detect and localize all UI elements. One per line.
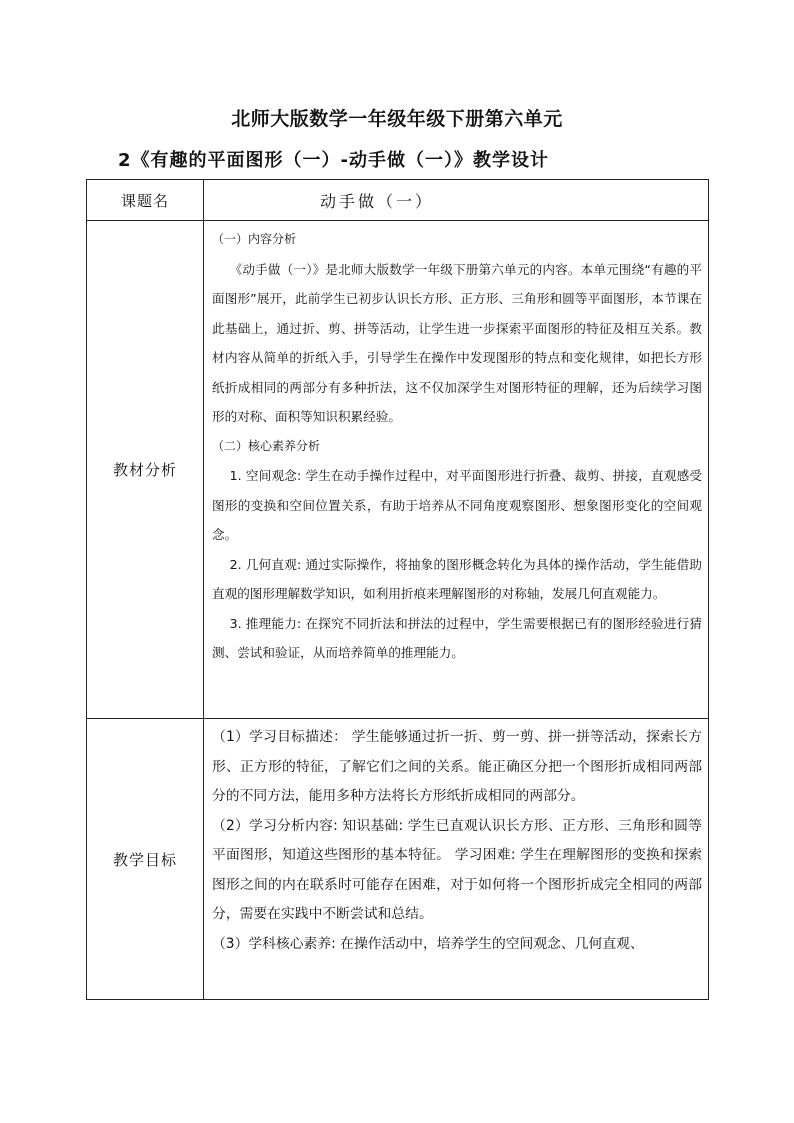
analysis-label: 教材分析 [87,221,204,719]
content-analysis-heading: （一）内容分析 [212,232,297,246]
analysis-cell [204,221,709,719]
topic-row [87,180,709,221]
core-literacy-paragraph: （3）学科核心素养: 在操作活动中，培养学生的空间观念、几何直观、 [212,935,644,952]
document-subtitle: 2《有趣的平面图形（一）-动手做（一）》教学设计 [118,150,549,171]
learning-analysis-paragraph: （2）学习分析内容: 知识基础: 学生已直观认识长方形、正方形、三角形和圆等平面图形，知道这些图形的基本特征。 学习困难: 学生在理解图形的变换和探索图形之间的内在联系时可能存在困难，对于如何将一个图形折成完全相同的两部分，需要在实践中不断尝试和总结。 [212,817,702,922]
reasoning-ability-paragraph: 3. 推理能力: 在探究不同折法和拼法的过程中，学生需要根据已有的图形经验进行猜测、尝试和验证，从而培养简单的推理能力。 [212,615,702,660]
document-title: 北师大版数学一年级年级下册第六单元 [231,108,563,130]
lesson-design-table [86,179,709,1000]
spatial-concept-paragraph: 1. 空间观念: 学生在动手操作过程中，对平面图形进行折叠、裁剪、拼接，直观感受图形的变换和空间位置关系，有助于培养从不同角度观察图形、想象图形变化的空间观念。 [212,468,702,542]
goals-cell [204,719,709,1000]
content-analysis-paragraph: 《动手做（一）》是北师大版数学一年级下册第六单元的内容。本单元围绕“有趣的平面图形”展开，此前学生已初步认识长方形、正方形、三角形和圆等平面图形，本节课在此基础上，通过折、剪、拼等活动，让学生进一步探索平面图形的特征及相互关系。教材内容从简单的折纸入手，引导学生在操作中发现图形的特点和变化规律，如把长方形纸折成相同的两部分有多种折法，这不仅加深学生对图形特征的理解，还为后续学习图形的对称、面积等知识积累经验。 [212,261,702,424]
topic-value: 动手做（一） [204,180,709,221]
goals-label: 教学目标 [87,719,204,1000]
geometric-intuition-paragraph: 2. 几何直观: 通过实际操作，将抽象的图形概念转化为具体的操作活动，学生能借助直观的图形理解数学知识，如利用折痕来理解图形的对称轴，发展几何直观能力。 [212,556,702,601]
goals-row [87,719,709,1000]
analysis-row [87,221,709,719]
core-literacy-heading: （二）核心素养分析 [212,438,321,453]
topic-label: 课题名 [87,180,204,221]
learning-goal-paragraph: （1）学习目标描述： 学生能够通过折一折、剪一剪、拼一拼等活动，探索长方形、正方形的特征，了解它们之间的关系。能正确区分把一个图形折成相同两部分的不同方法，能用多种方法将长方形纸折成相同的两部分。 [212,729,702,804]
